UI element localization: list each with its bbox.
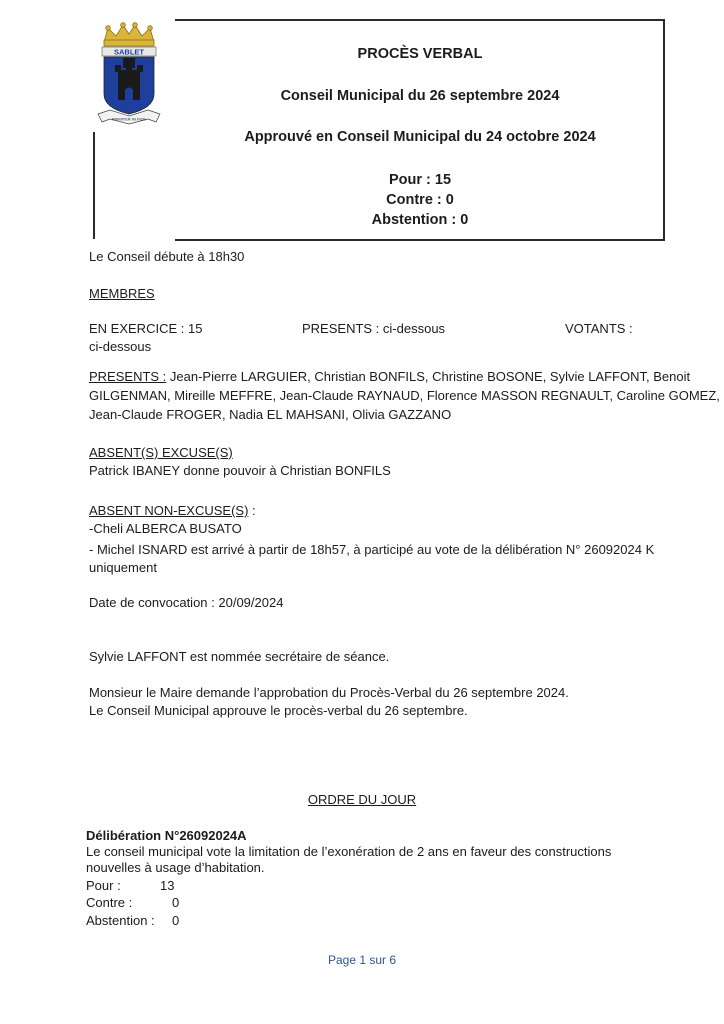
page-number: Page 1 sur 6 bbox=[327, 953, 397, 967]
deliberation-text-2: nouvelles à usage d’habitation. bbox=[86, 860, 265, 875]
secretaire-line: Sylvie LAFFONT est nommée secrétaire de séance. bbox=[89, 649, 390, 664]
presents-label: PRESENTS : bbox=[89, 369, 167, 384]
deliberation-text-1: Le conseil municipal vote la limitation de l’exonération de 2 ans en faveur des constructions bbox=[86, 844, 612, 859]
presents-line-3: Jean-Claude FROGER, Nadia EL MAHSANI, Olivia GAZZANO bbox=[89, 407, 452, 422]
vote-abstention: Abstention : 0 bbox=[371, 212, 469, 228]
vote-contre: Contre : 0 bbox=[386, 192, 454, 208]
approbation-line-1: Monsieur le Maire demande l’approbation du Procès-Verbal du 26 septembre 2024. bbox=[89, 685, 569, 700]
deliberation-title: Délibération N°26092024A bbox=[86, 828, 247, 843]
absent-line-1: -Cheli ALBERCA BUSATO bbox=[89, 521, 242, 536]
absents-excuses-heading: ABSENT(S) EXCUSE(S) bbox=[89, 445, 233, 460]
document-title: PROCÈS VERBAL bbox=[357, 46, 483, 62]
meeting-date: Conseil Municipal du 26 septembre 2024 bbox=[280, 88, 560, 104]
absents-non-excuses-heading bbox=[89, 502, 256, 519]
absents-non-excuses-label: ABSENT NON-EXCUSE(S) bbox=[89, 503, 249, 518]
convocation-label: Date de convocation bbox=[89, 595, 208, 610]
deliberation-contre-value: 0 bbox=[172, 895, 180, 910]
votants: VOTANTS : bbox=[565, 321, 633, 336]
svg-text:FIRMITER IN FIDE: FIRMITER IN FIDE bbox=[111, 116, 147, 122]
opening-time: Le Conseil débute à 18h30 bbox=[89, 249, 245, 264]
convocation-line bbox=[89, 594, 283, 611]
votants-value: ci-dessous bbox=[89, 339, 152, 354]
vote-pour: Pour : 15 bbox=[388, 172, 452, 188]
presents-line-2: GILGENMAN, Mireille MEFFRE, Jean-Claude RAYNAUD, Florence MASSON REGNAULT, Caroline GOMEZ, bbox=[89, 388, 720, 403]
membres-heading: MEMBRES bbox=[89, 286, 155, 301]
deliberation-abstention-label: Abstention : bbox=[86, 913, 155, 928]
approbation-line-2: Le Conseil Municipal approuve le procès-verbal du 26 septembre. bbox=[89, 703, 468, 718]
deliberation-contre-label: Contre : bbox=[86, 895, 133, 910]
approval-date: Approuvé en Conseil Municipal du 24 octobre 2024 bbox=[244, 129, 596, 145]
convocation-date: : 20/09/2024 bbox=[207, 595, 284, 610]
absents-excuses-line: Patrick IBANEY donne pouvoir à Christian BONFILS bbox=[89, 463, 391, 478]
title-box-left-rule bbox=[93, 132, 95, 239]
deliberation-pour-label: Pour : bbox=[86, 878, 121, 893]
deliberation-pour-value: 13 bbox=[160, 878, 175, 893]
absents-non-excuses-colon: : bbox=[248, 503, 256, 518]
deliberation-abstention-value: 0 bbox=[172, 913, 180, 928]
sablet-coat-of-arms-logo bbox=[96, 22, 162, 127]
presents-names-1: Jean-Pierre LARGUIER, Christian BONFILS, Christine BOSONE, Sylvie LAFFONT, Benoit bbox=[166, 369, 691, 384]
ordre-du-jour-heading: ORDRE DU JOUR bbox=[307, 792, 417, 807]
absent-line-3: uniquement bbox=[89, 560, 157, 575]
absent-line-2: - Michel ISNARD est arrivé à partir de 18h57, à participé au vote de la délibération N° 26092024 K bbox=[89, 542, 655, 557]
svg-text:SABLET: SABLET bbox=[114, 47, 144, 57]
presents-line-1 bbox=[89, 368, 690, 385]
en-exercice: EN EXERCICE : 15 bbox=[89, 321, 203, 336]
presents-count: PRESENTS : ci-dessous bbox=[302, 321, 446, 336]
